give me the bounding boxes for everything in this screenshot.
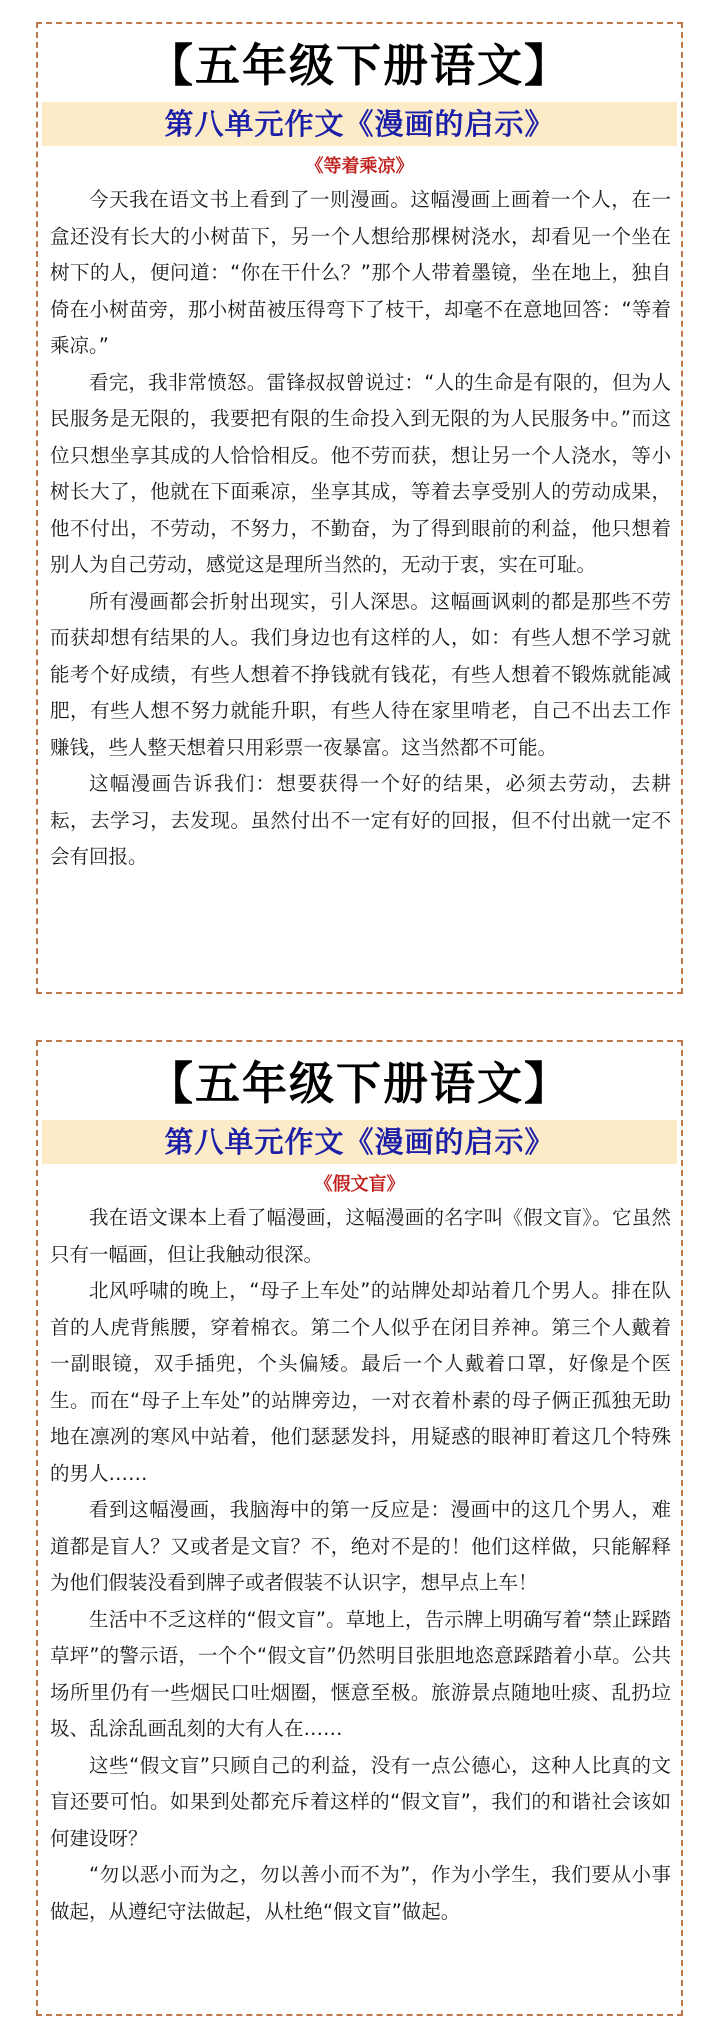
essay-paragraph: 我在语文课本上看了幅漫画，这幅漫画的名字叫《假文盲》。它虽然只有一幅画，但让我触动很深。: [50, 1206, 671, 1266]
essay-paragraph: 这幅漫画告诉我们：想要获得一个好的结果，必须去劳动，去耕耘，去学习，去发现。虽然付出不一定有好的回报，但不付出就一定不会有回报。: [50, 772, 671, 868]
essay-paragraph: 今天我在语文书上看到了一则漫画。这幅漫画上画着一个人，在一盒还没有长大的小树苗下，另一个人想给那棵树浇水，却看见一个坐在树下的人，便问道：“你在干什么？”那个人带着墨镜，坐在地上，独自倚在小树苗旁，那小树苗被压得弯下了枝干，却毫不在意地回答：“等着乘凉。”: [50, 188, 671, 357]
essay-paragraph: 这些“假文盲”只顾自己的利益，没有一点公德心，这种人比真的文盲还要可怕。如果到处都充斥着这样的“假文盲”，我们的和谐社会该如何建设呀？: [50, 1753, 671, 1850]
essay-paragraph: 所有漫画都会折射出现实，引人深思。这幅画讽刺的都是那些不劳而获却想有结果的人。我们身边也有这样的人，如：有些人想不学习就能考个好成绩，有些人想着不挣钱就有钱花，有些人想着不锻炼就能减肥，有些人想不努力就能升职，有些人待在家里啃老，自己不出去工作赚钱，些人整天想着只用彩票一夜暴富。这当然都不可能。: [50, 589, 671, 759]
essay-card-2: [36, 1040, 683, 2016]
essay-title: 《假文盲》: [314, 1174, 405, 1195]
essay-body: [38, 182, 681, 876]
essay-paragraph: “勿以恶小而为之，勿以善小而不为”，作为小学生，我们要从小事做起，从遵纪守法做起，从杜绝“假文盲”做起。: [50, 1863, 671, 1923]
essay-body: [38, 1200, 681, 1930]
card-header-title: 【五年级下册语文】: [147, 39, 571, 92]
card-header-title: 【五年级下册语文】: [147, 1057, 571, 1110]
essay-paragraph: 生活中不乏这样的“假文盲”。草地上，告示牌上明确写着“禁止踩踏草坪”的警示语，一个个“假文盲”仍然明目张胆地恣意踩踏着小草。公共场所里仍有一些烟民口吐烟圈，惬意至极。旅游景点随地吐痰、乱扔垃圾、乱涂乱画乱刻的大有人在……: [50, 1607, 671, 1740]
essay-paragraph: 看完，我非常愤怒。雷锋叔叔曾说过：“人的生命是有限的，但为人民服务是无限的，我要把有限的生命投入到无限的为人民服务中。”而这位只想坐享其成的人恰恰相反。他不劳而获，想让另一个人浇水，等小树长大了，他就在下面乘凉，坐享其成，等着去享受别人的劳动成果，他不付出，不劳动，不努力，不勤奋，为了得到眼前的利益，他只想着别人为自己劳动，感觉这是理所当然的，无动于衷，实在可耻。: [50, 370, 671, 576]
essay-paragraph: 看到这幅漫画，我脑海中的第一反应是：漫画中的这几个男人，难道都是盲人？又或者是文盲？不，绝对不是的！他们这样做，只能解释为他们假装没看到牌子或者假装不认识字，想早点上车！: [50, 1498, 671, 1594]
unit-banner: 第八单元作文《漫画的启示》: [42, 102, 677, 146]
essay-card-1: [36, 22, 683, 994]
essay-paragraph: 北风呼啸的晚上，“母子上车处”的站牌处却站着几个男人。排在队首的人虎背熊腰，穿着棉衣。第二个人似乎在闭目养神。第三个人戴着一副眼镜，双手插兜，个头偏矮。最后一个人戴着口罩，好像是个医生。而在“母子上车处”的站牌旁边，一对衣着朴素的母子俩正孤独无助地在凛冽的寒风中站着，他们瑟瑟发抖，用疑惑的眼神盯着这几个特殊的男人……: [50, 1279, 671, 1485]
unit-banner: 第八单元作文《漫画的启示》: [42, 1120, 677, 1164]
essay-title: 《等着乘凉》: [305, 156, 414, 177]
